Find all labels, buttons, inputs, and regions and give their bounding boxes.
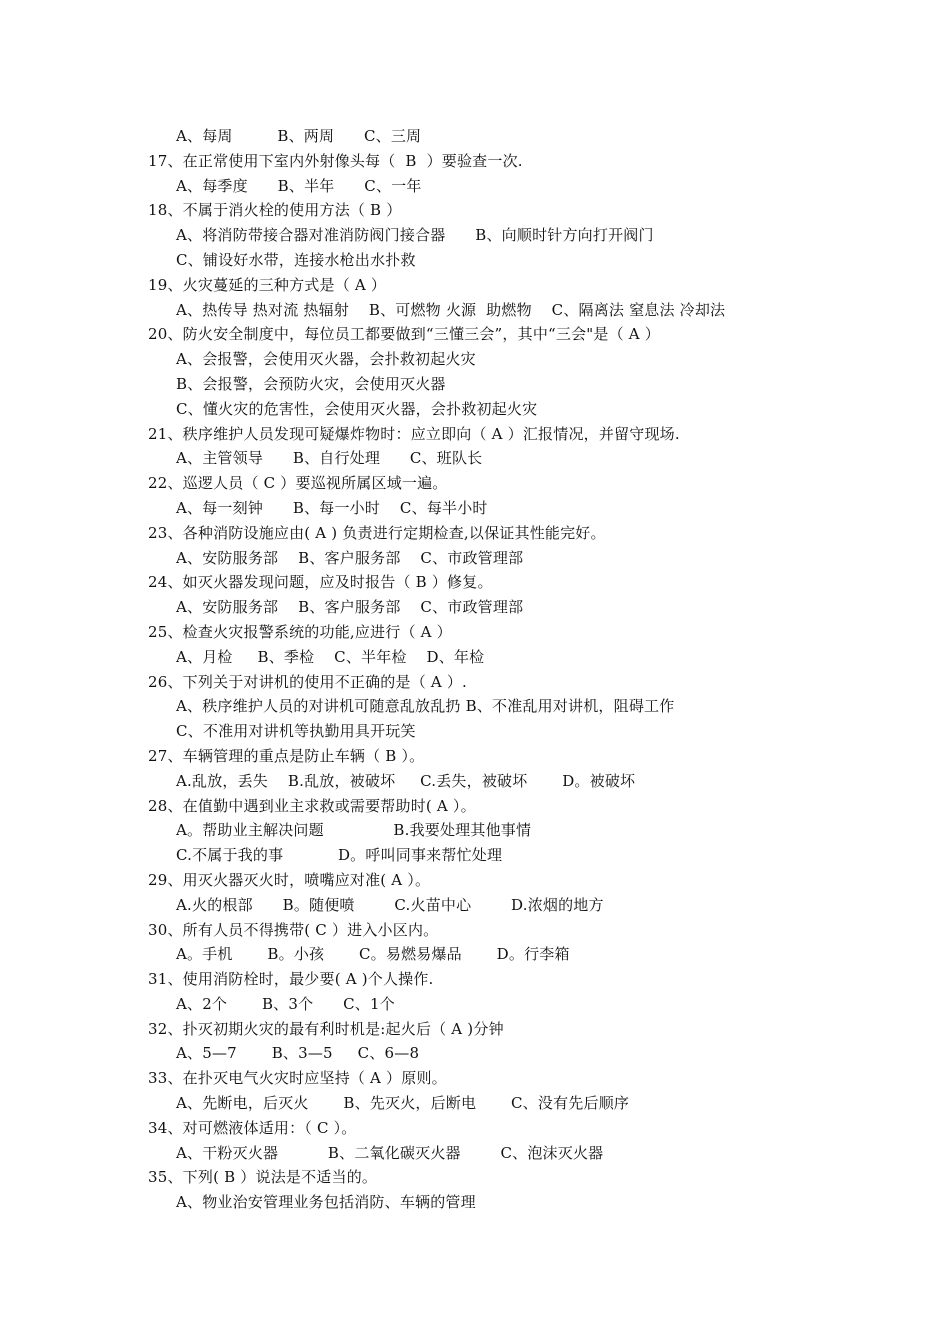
question-text: 29、用灭火器灭火时，喷嘴应对准( A ）。 [148,870,431,889]
answer-options: C、懂火灾的危害性，会使用灭火器，会扑救初起火灾 [176,399,538,418]
answer-options: A、安防服务部 B、客户服务部 C、市政管理部 [176,598,524,617]
answer-options: A、物业治安管理业务包括消防、车辆的管理 [176,1193,476,1212]
answer-options: A、主管领导 B、自行处理 C、班队长 [176,449,483,468]
question-text: 35、下列( B ）说法是不适当的。 [148,1168,378,1187]
answer-options: A。帮助业主解决问题 B.我要处理其他事情 [176,821,532,840]
question-text: 24、如灭火器发现问题，应及时报告（ B ）修复。 [148,573,493,592]
question-text: 23、各种消防设施应由( A ) 负责进行定期检查,以保证其性能完好。 [148,523,606,542]
exam-page [0,124,950,1215]
question-text: 26、下列关于对讲机的使用不正确的是（ A ）. [148,672,468,691]
answer-options: A、月检 B、季检 C、半年检 D、年检 [176,647,485,666]
question-text: 32、扑灭初期火灾的最有利时机是:起火后（ A )分钟 [148,1019,504,1038]
question-text: 25、检查火灾报警系统的功能,应进行（ A ） [148,622,452,641]
question-text: 22、巡逻人员（ C ）要巡视所属区域一遍。 [148,474,448,493]
answer-options: C.不属于我的事 D。呼叫同事来帮忙处理 [176,846,503,865]
answer-options: A、会报警，会使用灭火器，会扑救初起火灾 [176,350,476,369]
answer-options: A、5—7 B、3—5 C、6—8 [176,1044,420,1063]
answer-options: A、安防服务部 B、客户服务部 C、市政管理部 [176,548,524,567]
answer-options: A、将消防带接合器对准消防阀门接合器 B、向顺时针方向打开阀门 [176,226,654,245]
question-text: 27、车辆管理的重点是防止车辆（ B ）。 [148,746,425,765]
question-text: 21、秩序维护人员发现可疑爆炸物时：应立即向（ A ）汇报情况，并留守现场. [148,424,680,443]
question-text: 17、在正常使用下室内外射像头每（ B ）要验查一次. [148,151,523,170]
answer-options: A、热传导 热对流 热辐射 B、可燃物 火源 助燃物 C、隔离法 窒息法 冷却法 [176,300,726,319]
answer-options: A、每季度 B、半年 C、一年 [176,176,422,195]
answer-options: A、干粉灭火器 B、二氧化碳灭火器 C、泡沫灭火器 [176,1143,604,1162]
answer-options: A、每一刻钟 B、每一小时 C、每半小时 [176,498,488,517]
question-text: 30、所有人员不得携带( C ）进入小区内。 [148,920,439,939]
answer-options: A.乱放，丢失 B.乱放，被破坏 C.丢失，被破坏 D。被破坏 [176,771,636,790]
answer-options: A、秩序维护人员的对讲机可随意乱放乱扔 B、不准乱用对讲机，阻碍工作 [176,697,675,716]
question-text: 20、防火安全制度中，每位员工都要做到“三懂三会”，其中“三会"是（ A ） [148,325,660,344]
question-text: 33、在扑灭电气火灾时应坚持（ A ）原则。 [148,1069,447,1088]
answer-options: A、先断电，后灭火 B、先灭火，后断电 C、没有先后顺序 [176,1094,630,1113]
answer-options: B、会报警，会预防火灾，会使用灭火器 [176,374,446,393]
answer-options: A.火的根部 B。随便喷 C.火苗中心 D.浓烟的地方 [176,895,604,914]
question-text: 31、使用消防栓时，最少要( A )个人操作. [148,970,434,989]
question-text: 34、对可燃液体适用：（ C ）。 [148,1118,357,1137]
answer-options: A。手机 B。小孩 C。易燃易爆品 D。行李箱 [176,945,570,964]
question-text: 19、火灾蔓延的三种方式是（ A ） [148,275,387,294]
answer-options: C、不准用对讲机等执勤用具开玩笑 [176,722,416,741]
answer-options: A、每周 B、两周 C、三周 [176,127,422,145]
question-text: 28、在值勤中遇到业主求救或需要帮助时( A ）。 [148,796,476,815]
answer-options: C、铺设好水带，连接水枪出水扑救 [176,250,416,269]
answer-options: A、2个 B、3个 C、1个 [176,994,395,1013]
question-text: 18、不属于消火栓的使用方法（ B ） [148,201,402,220]
